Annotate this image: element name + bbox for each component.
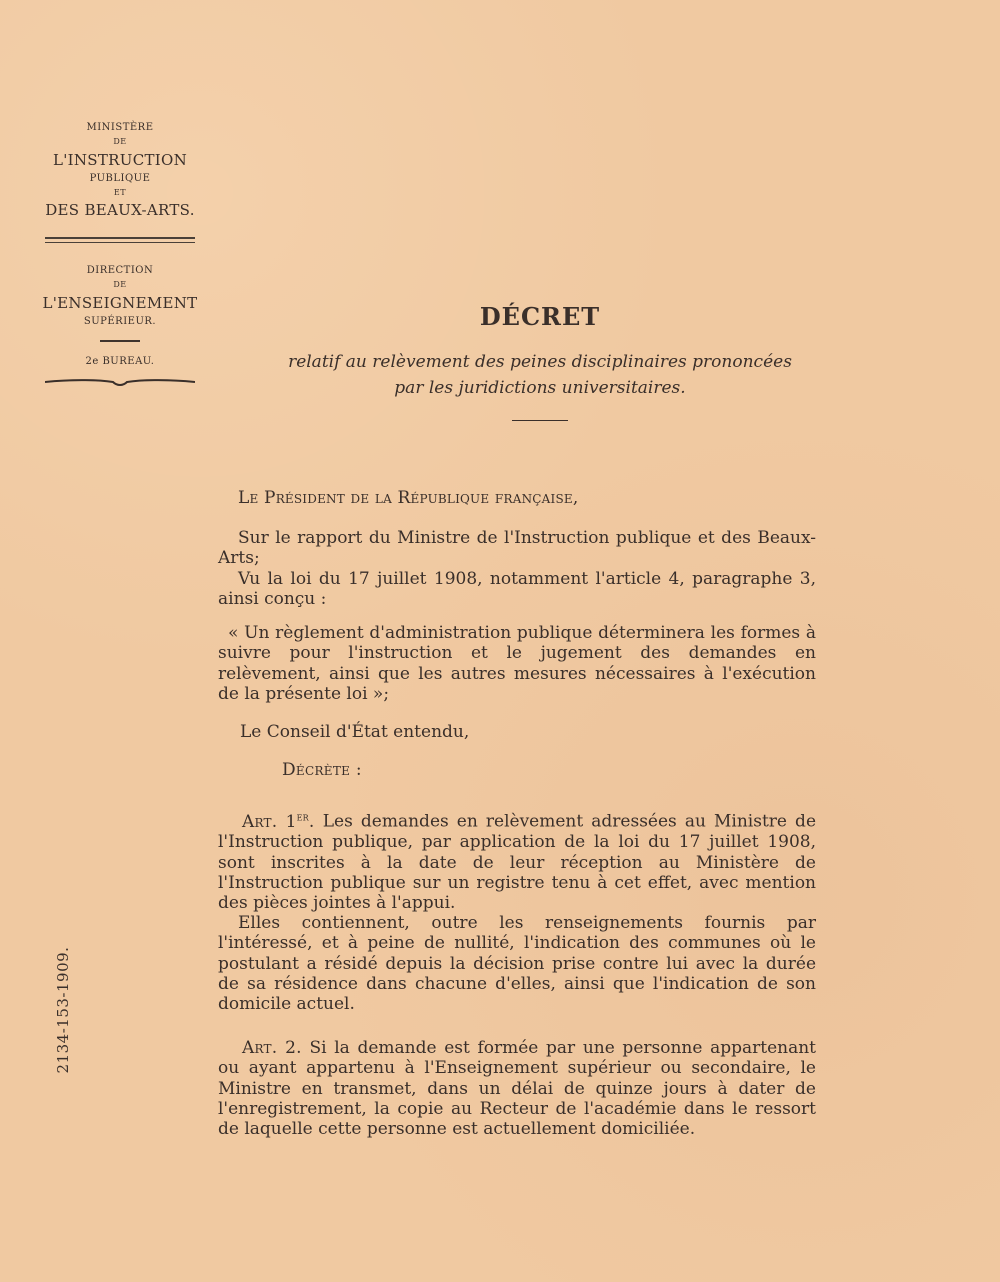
document-code: 2134-153-1909. bbox=[54, 946, 72, 1074]
decree-body bbox=[218, 488, 816, 1139]
subtitle-line-1: relatif au relèvement des peines disciplinaires prononcées bbox=[288, 352, 792, 372]
ministry-line-4: PUBLIQUE bbox=[89, 172, 151, 184]
ministry-line-2: DE bbox=[113, 137, 127, 146]
ministry-line-3: L'INSTRUCTION bbox=[52, 150, 188, 169]
direction-line-3: L'ENSEIGNEMENT bbox=[42, 293, 198, 312]
direction-line-2: DE bbox=[113, 280, 127, 290]
direction-line-1: DIRECTION bbox=[86, 265, 154, 277]
conseil-line: Le Conseil d'État entendu, bbox=[240, 721, 470, 742]
article-2-text: Si la demande est formée par une personne appartenant ou ayant appartenu à l'Enseignement supérieur ou secondaire, le Ministre en transmet, dans un délai de quinze jours à dater de l'enregistrement, la copie au Recteur de l'académie dans le ressort de laquelle cette personne est actuellement domiciliée. bbox=[218, 1038, 816, 1140]
president-heading: Le Président de la République française, bbox=[238, 488, 579, 508]
report-paragraph: Sur le rapport du Ministre de l'Instruction publique et des Beaux-Arts; bbox=[218, 528, 816, 569]
left-heading-block bbox=[40, 122, 200, 392]
article-2-paragraph bbox=[218, 1038, 816, 1139]
article-1-text: Les demandes en relèvement adressées au Ministre de l'Instruction publique, par application de la loi du 17 juillet 1908, sont inscrites à la date de leur réception au Ministère de l'Instruction publique sur un registre tenu à cet effet, avec mention des pièces jointes à l'appui. bbox=[218, 812, 816, 913]
article-2-label: Art. 2. bbox=[242, 1038, 302, 1059]
ministry-line-5: ET bbox=[113, 187, 127, 197]
article-1-label-end: . bbox=[308, 812, 315, 833]
double-divider bbox=[45, 237, 195, 243]
title-divider bbox=[512, 420, 568, 421]
article-1-paragraph-1 bbox=[218, 810, 816, 913]
article-1-label bbox=[242, 812, 323, 832]
article-1-label-sup: er bbox=[296, 810, 309, 824]
bureau-label: 2e BUREAU. bbox=[85, 355, 155, 367]
subtitle-line-2: par les juridictions universitaires. bbox=[394, 378, 686, 399]
short-divider bbox=[100, 340, 140, 342]
direction-line-4: SUPÉRIEUR. bbox=[83, 315, 157, 327]
decrete-heading: Décrète : bbox=[282, 760, 362, 781]
ornament-divider bbox=[45, 376, 195, 388]
article-1-paragraph-2: Elles contiennent, outre les renseignements fournis par l'intéressé, et à peine de nullité, l'indication des communes où le postulant a résidé depuis la décision prise contre lui avec la durée de sa résidence dans chacune d'elles, ainsi que l'indication de son domicile actuel. bbox=[218, 913, 816, 1015]
article-1-label-main: Art. 1 bbox=[242, 812, 297, 833]
ministry-line-6: DES BEAUX-ARTS. bbox=[45, 201, 195, 220]
law-paragraph: Vu la loi du 17 juillet 1908, notamment l'article 4, paragraphe 3, ainsi conçu : bbox=[218, 568, 816, 609]
quoted-law-paragraph: « Un règlement d'administration publique déterminera les formes à suivre pour l'instruction et le jugement des demandes en relèvement, ainsi que les autres mesures nécessaires à l'exécution de la présente loi »; bbox=[218, 623, 816, 704]
ministry-line-1: MINISTÈRE bbox=[86, 122, 154, 133]
title-block bbox=[260, 302, 820, 421]
document-title: DÉCRET bbox=[479, 302, 601, 331]
